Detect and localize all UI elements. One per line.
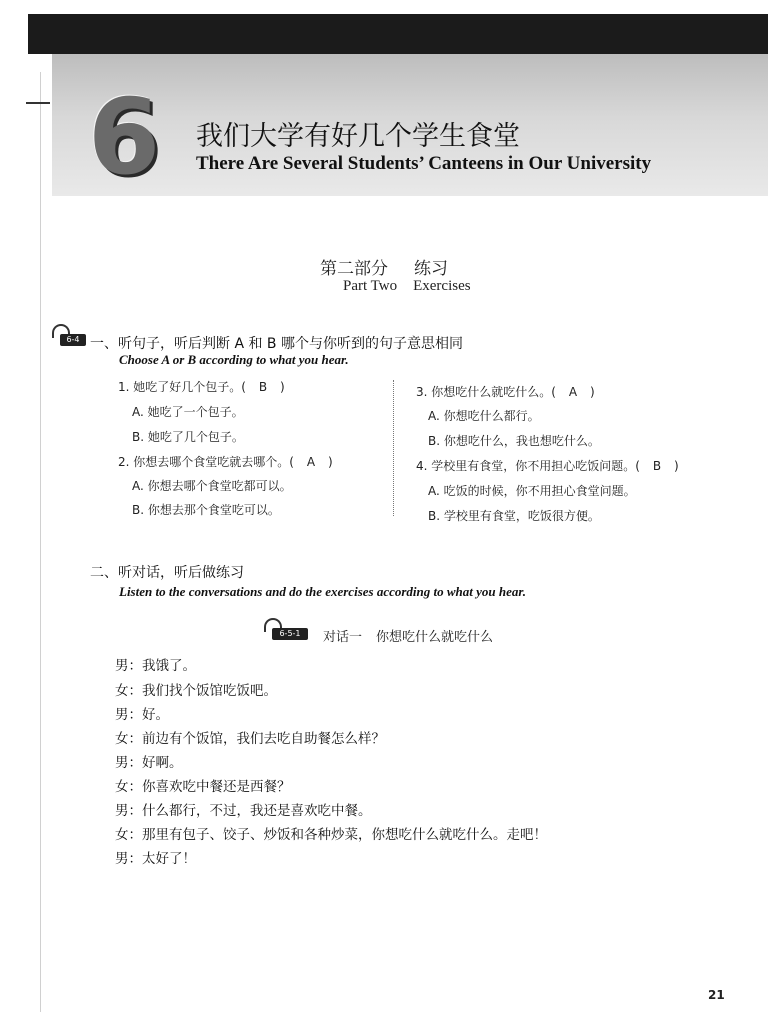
dialog-line: 女：那里有包子、饺子、炒饭和各种炒菜，你想吃什么就吃什么。走吧！ [115, 827, 547, 843]
part-label-cn: 第二部分 [320, 259, 388, 279]
dialog-line: 女：前边有个饭馆，我们去吃自助餐怎么样？ [115, 731, 385, 747]
question-2 [118, 453, 333, 470]
option-b: B. 你想吃什么，我也想吃什么。 [428, 434, 600, 448]
question-4 [416, 457, 679, 474]
question-answer: A [306, 455, 316, 469]
dialog-line: 男：太好了！ [115, 851, 196, 867]
part-heading-cn [320, 254, 448, 279]
chapter-title-cn: 我们大学有好几个学生食堂 [196, 121, 520, 152]
question-answer: B [258, 380, 268, 394]
option-b: B. 她吃了几个包子。 [132, 430, 244, 444]
dialog-line: 女：我们找个饭馆吃饭吧。 [115, 683, 277, 699]
section1-title: 一、听句子，听后判断 A 和 B 哪个与你听到的句子意思相同 [90, 336, 463, 352]
audio-track-badge: 6-4 [60, 334, 86, 346]
margin-tick [26, 102, 50, 104]
dialog-line: 男：好啊。 [115, 755, 183, 771]
part-heading-en [343, 278, 471, 295]
dialog-title [323, 626, 493, 645]
part-label-en: Part Two [343, 278, 398, 294]
margin-rule [40, 72, 41, 1012]
part-name-en: Exercises [413, 278, 471, 294]
question-3 [416, 383, 595, 400]
scan-top-bar [28, 14, 768, 54]
chapter-title-en: There Are Several Students’ Canteens in Our University [196, 153, 652, 174]
option-a: A. 吃饭的时候，你不用担心食堂问题。 [428, 484, 636, 498]
question-1 [118, 378, 285, 395]
question-prompt: 2. 你想去哪个食堂吃就去哪个。( [118, 455, 294, 469]
page-number: 21 [708, 988, 725, 1002]
dialog-line: 男：我饿了。 [115, 658, 196, 674]
dialog-line: 女：你喜欢吃中餐还是西餐？ [115, 779, 291, 795]
section2-title: 二、听对话，听后做练习 [90, 565, 244, 581]
section1-subtitle: Choose A or B according to what you hear. [119, 352, 349, 367]
option-b: B. 学校里有食堂，吃饭很方便。 [428, 509, 600, 523]
question-bracket: ) [673, 459, 679, 473]
question-bracket: ) [589, 385, 595, 399]
option-b: B. 你想去那个食堂吃可以。 [132, 503, 280, 517]
question-prompt: 4. 学校里有食堂，你不用担心吃饭问题。( [416, 459, 640, 473]
question-answer: A [568, 385, 578, 399]
section2-subtitle: Listen to the conversations and do the exercises according to what you hear. [119, 584, 526, 599]
question-answer: B [652, 459, 662, 473]
option-a: A. 你想去哪个食堂吃都可以。 [132, 479, 292, 493]
dialog-line: 男：什么都行，不过，我还是喜欢吃中餐。 [115, 803, 372, 819]
dialog-label: 对话一 [323, 630, 363, 645]
question-prompt: 1. 她吃了好几个包子。( [118, 380, 246, 394]
question-bracket: ) [279, 380, 285, 394]
part-name-cn: 练习 [414, 259, 448, 279]
question-prompt: 3. 你想吃什么就吃什么。( [416, 385, 556, 399]
column-divider [393, 380, 394, 516]
dialog-name: 你想吃什么就吃什么 [376, 630, 494, 645]
option-a: A. 她吃了一个包子。 [132, 405, 244, 419]
chapter-number: 6 [87, 76, 161, 198]
audio-track-badge: 6-5-1 [272, 628, 308, 640]
dialog-line: 男：好。 [115, 707, 169, 723]
question-bracket: ) [327, 455, 333, 469]
option-a: A. 你想吃什么都行。 [428, 409, 540, 423]
